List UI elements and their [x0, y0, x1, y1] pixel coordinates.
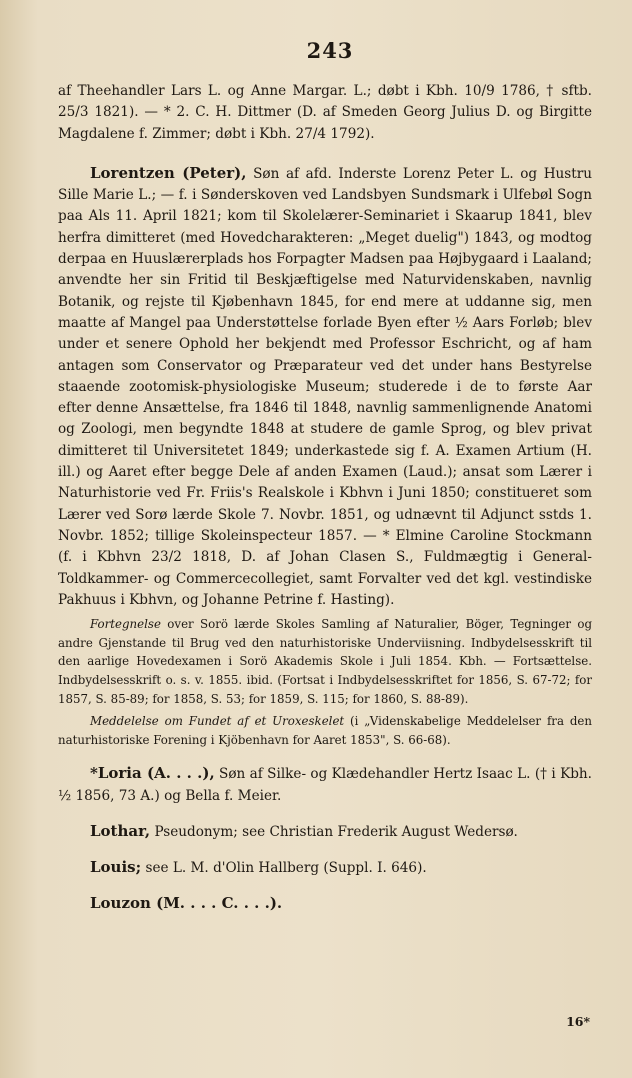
entry-text: af Theehandler Lars L. og Anne Margar. L.; døbt i Kbh. 10/9 1786, † sftb. 25/3 1821). — * 2. C. H. Dittmer (D. af Smeden Georg Julius D. og Birgitte Magdalene f. Zimmer; døbt i Kbh. 27/4 1792). [58, 83, 592, 142]
entry-text: Søn af Silke- og Klædehandler Hertz Isaac L. († i Kbh. ½ 1856, 73 A.) og Bella f. Meier. [58, 766, 592, 804]
bibliography-item [58, 615, 592, 708]
entry-text: Pseudonym; see Christian Frederik August Wedersø. [150, 823, 518, 840]
entry-text: see L. M. d'Olin Hallberg (Suppl. I. 646). [141, 860, 427, 877]
bibliography-text: (i „Videnskabelige Meddelelser fra den naturhistoriske Forening i Kjöbenhavn for Aaret 1853", S. 66-68). [58, 714, 592, 747]
page-number: 243 [306, 38, 354, 63]
entry-lothar [58, 821, 592, 843]
entry-headword: *Loria (A. . . .), [90, 764, 215, 783]
entry-loria [58, 763, 592, 807]
bibliography-item [58, 712, 592, 749]
entry-headword: Lothar, [90, 821, 151, 840]
entry-louis [58, 857, 592, 879]
bibliography-title: Meddelelse om Fundet af et Uroxeskelet [90, 714, 345, 729]
entry-headword: Lorentzen (Peter), [90, 163, 247, 182]
signature-mark: 16* [566, 1014, 590, 1029]
entry-text: Søn af afd. Inderste Lorenz Peter L. og Hustru Sille Marie L.; — f. i Sønderskoven ved Landsbyen Sundsmark i Ulfebøl Sogn paa Als 11. April 1821; kom til Skolelærer-Seminariet i Skaarup 1841, blev herfra dimitteret (med Hovedcharakteren: „Meget duelig") 1843, og modtog derpaa en Huuslærerplads hos Forpagter Madsen paa Højbygaard i Laaland; anvendte her sin Fritid til Beskjæftigelse med Naturvidenskaben, navnlig Botanik, og rejste til Kjøbenhavn 1845, for end mere at uddanne sig, men maatte af Mangel paa Understøttelse forlade Byen efter ½ Aars Forløb; blev under et senere Ophold her bekjendt med Professor Eschricht, og af ham antagen som Conservator og Præparateur ved det under hans Bestyrelse staaende zootomisk-physiologiske Museum; studerede i de to første Aar efter denne Ansættelse, fra 1846 til 1848, navnlig sammenlignende Anatomi og Zoologi, men begyndte 1848 at studere de gamle Sprog, og blev privat dimitteret til Universitetet 1849; underkastede sig f. A. Examen Artium (H. ill.) og Aaret efter begge Dele af anden Examen (Laud.); ansat som Lærer i Naturhistorie ved Fr. Friis's Realskole i Kbhvn i Juni 1850; constitueret som Lærer ved Sorø lærde Skole 7. Novbr. 1851, og udnævnt til Adjunct sstds 1. Novbr. 1852; tillige Skoleinspecteur 1857. — * Elmine Caroline Stockmann (f. i Kbhvn 23/2 1818, D. af Johan Clasen S., Fuldmægtig i General-Toldkammer- og Commercecollegiet, samt Forvalter ved det kgl. vestindiske Pakhuus i Kbhvn, og Johanne Petrine f. Hasting). [58, 165, 593, 608]
bibliography-title: Fortegnelse [90, 617, 161, 632]
entry-headword: Louis; [90, 858, 142, 877]
entry-continuation [58, 81, 592, 145]
entry-louzon [58, 893, 592, 915]
entry-headword: Louzon (M. . . . C. . . .). [90, 894, 283, 913]
entry-lorentzen [58, 163, 592, 611]
bibliography-text: over Sorö lærde Skoles Samling af Naturalier, Böger, Tegninger og andre Gjenstande til Brug ved den naturhistoriske Underviisning. Indbydelsesskrift til den aarlige Hovedexamen i Sorö Akademis Skole i Juli 1854. Kbh. — Fortsættelse. Indbydelsesskrift o. s. v. 1855. ibid. (Fortsat i Indbydelsesskriftet for 1856, S. 67-72; for 1857, S. 85-89; for 1858, S. 53; for 1859, S. 115; for 1860, S. 88-89). [58, 617, 592, 706]
